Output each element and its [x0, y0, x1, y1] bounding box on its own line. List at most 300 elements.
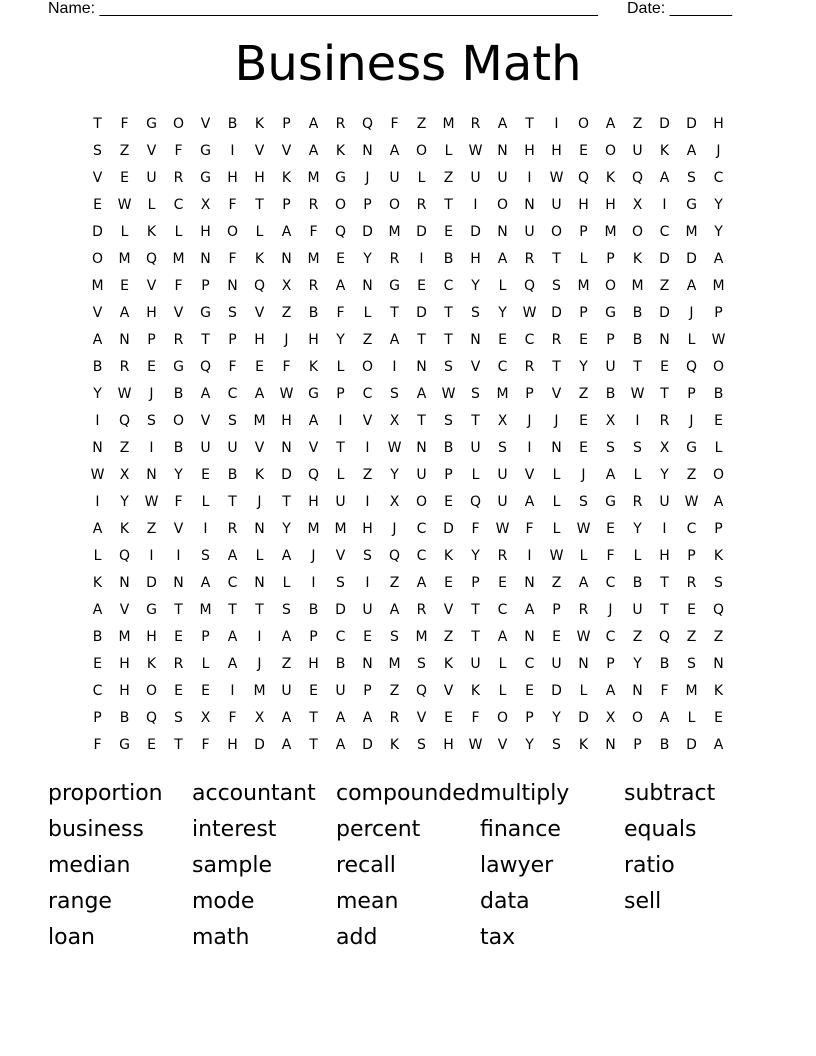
grid-letter: C [92, 683, 103, 699]
grid-letter: A [227, 629, 238, 645]
grid-letter: O [550, 224, 563, 240]
grid-letter: S [282, 602, 291, 618]
grid-letter: C [524, 656, 535, 672]
grid-letter: H [470, 251, 481, 267]
grid-letter: Y [552, 710, 561, 726]
grid-letter: L [498, 683, 507, 699]
grid-letter: R [227, 521, 238, 537]
grid-letter: P [228, 332, 237, 348]
grid-letter: W [684, 494, 699, 510]
grid-letter: E [444, 575, 453, 591]
grid-letter: S [552, 737, 561, 753]
grid-letter: Q [199, 359, 212, 375]
grid-letter: U [416, 467, 427, 483]
grid-letter: D [578, 710, 589, 726]
grid-letter: K [713, 548, 724, 564]
grid-letter: W [549, 548, 564, 564]
grid-letter: S [417, 737, 426, 753]
grid-letter: Z [119, 440, 130, 456]
grid-letter: A [308, 116, 319, 132]
grid-letter: Q [712, 602, 725, 618]
grid-letter: L [714, 440, 723, 456]
grid-letter: Y [336, 332, 345, 348]
grid-letter: L [471, 467, 480, 483]
grid-letter: U [470, 440, 481, 456]
grid-letter: T [525, 116, 534, 132]
grid-letter: W [522, 305, 537, 321]
grid-letter: Z [659, 278, 670, 294]
grid-letter: A [200, 575, 211, 591]
grid-letter: I [230, 683, 235, 699]
grid-letter: W [576, 521, 591, 537]
grid-letter: R [119, 359, 130, 375]
grid-letter: F [120, 116, 129, 132]
grid-letter: M [685, 224, 698, 240]
grid-letter: N [173, 575, 184, 591]
grid-letter: F [174, 278, 183, 294]
grid-letter: A [281, 548, 292, 564]
grid-letter: A [497, 629, 508, 645]
grid-letter: I [635, 413, 640, 429]
grid-letter: J [311, 548, 316, 564]
grid-letter: G [308, 386, 319, 402]
grid-letter: V [335, 548, 346, 564]
grid-letter: G [200, 170, 211, 186]
grid-letter: X [632, 197, 643, 213]
grid-letter: T [201, 332, 210, 348]
grid-letter: O [604, 278, 617, 294]
word-list-item [624, 922, 768, 958]
grid-letter: A [254, 386, 265, 402]
grid-letter: O [415, 494, 428, 510]
grid-letter: Y [174, 467, 183, 483]
grid-letter: C [605, 575, 616, 591]
grid-letter: B [92, 629, 103, 645]
grid-letter: Z [686, 629, 697, 645]
grid-letter: A [389, 602, 400, 618]
word-list-item: add [336, 925, 378, 950]
grid-letter: T [471, 629, 480, 645]
word-list-item: percent [336, 817, 421, 842]
grid-letter: L [201, 656, 210, 672]
grid-letter: Y [471, 278, 480, 294]
grid-letter: N [416, 440, 427, 456]
grid-letter: H [227, 737, 238, 753]
grid-letter: W [117, 197, 132, 213]
grid-letter: H [281, 413, 292, 429]
grid-letter: T [444, 197, 453, 213]
grid-letter: R [524, 251, 535, 267]
grid-letter: K [443, 548, 454, 564]
grid-letter: V [416, 710, 427, 726]
grid-letter: D [416, 224, 427, 240]
grid-letter: V [200, 116, 211, 132]
grid-letter: T [660, 602, 669, 618]
grid-letter: U [632, 602, 643, 618]
grid-letter: I [338, 413, 343, 429]
word-list-item: math [192, 925, 250, 950]
grid-letter: P [282, 116, 291, 132]
grid-letter: Q [118, 548, 131, 564]
word-list-item: range [48, 889, 112, 914]
grid-letter: M [172, 251, 185, 267]
grid-letter: E [201, 467, 210, 483]
grid-letter: M [388, 656, 401, 672]
grid-letter: G [200, 305, 211, 321]
grid-letter: E [174, 683, 183, 699]
grid-letter: J [689, 413, 694, 429]
grid-letter: D [254, 737, 265, 753]
grid-letter: V [92, 170, 103, 186]
grid-letter: Y [498, 305, 507, 321]
grid-letter: M [307, 170, 320, 186]
grid-letter: M [307, 251, 320, 267]
grid-letter: E [147, 359, 156, 375]
grid-letter: D [659, 305, 670, 321]
grid-letter: P [552, 602, 561, 618]
grid-letter: I [392, 359, 397, 375]
grid-letter: N [497, 224, 508, 240]
grid-letter: O [631, 224, 644, 240]
grid-letter: L [201, 494, 210, 510]
grid-letter: M [577, 278, 590, 294]
grid-letter: V [470, 359, 481, 375]
grid-letter: N [362, 278, 373, 294]
grid-letter: Y [633, 656, 642, 672]
grid-letter: O [712, 359, 725, 375]
grid-letter: W [468, 737, 483, 753]
grid-letter: S [633, 440, 642, 456]
grid-letter: E [363, 629, 372, 645]
grid-letter: E [336, 251, 345, 267]
grid-letter: E [93, 656, 102, 672]
grid-letter: X [659, 440, 670, 456]
grid-letter: O [577, 116, 590, 132]
grid-letter: K [254, 467, 265, 483]
grid-letter: K [659, 143, 670, 159]
grid-letter: F [282, 359, 291, 375]
grid-letter: X [281, 278, 292, 294]
grid-letter: K [443, 656, 454, 672]
grid-letter: P [525, 386, 534, 402]
grid-letter: Z [281, 305, 292, 321]
word-list-item: accountant [192, 781, 316, 806]
grid-letter: I [149, 548, 154, 564]
grid-letter: N [524, 629, 535, 645]
grid-letter: U [281, 683, 292, 699]
word-list-item: mean [336, 889, 399, 914]
grid-letter: M [118, 629, 131, 645]
grid-letter: B [227, 467, 238, 483]
grid-letter: A [686, 143, 697, 159]
grid-letter: L [498, 278, 507, 294]
grid-letter: S [471, 386, 480, 402]
grid-letter: N [362, 143, 373, 159]
grid-letter: C [173, 197, 184, 213]
grid-letter: K [146, 224, 157, 240]
grid-letter: K [254, 116, 265, 132]
grid-letter: S [714, 575, 723, 591]
grid-letter: A [281, 629, 292, 645]
grid-letter: R [173, 332, 184, 348]
grid-letter: A [308, 413, 319, 429]
grid-letter: Z [119, 143, 130, 159]
grid-letter: T [255, 602, 264, 618]
grid-letter: T [552, 359, 561, 375]
grid-letter: B [605, 386, 616, 402]
grid-letter: J [149, 386, 154, 402]
grid-letter: N [605, 737, 616, 753]
grid-letter: G [389, 278, 400, 294]
grid-letter: T [552, 251, 561, 267]
grid-letter: L [552, 467, 561, 483]
grid-letter: O [388, 197, 401, 213]
grid-letter: U [200, 440, 211, 456]
grid-letter: W [90, 467, 105, 483]
grid-letter: G [200, 143, 211, 159]
grid-letter: F [93, 737, 102, 753]
grid-letter: P [579, 305, 588, 321]
grid-letter: M [91, 278, 104, 294]
grid-letter: N [227, 278, 238, 294]
grid-letter: Q [145, 251, 158, 267]
grid-letter: L [579, 683, 588, 699]
grid-letter: E [660, 359, 669, 375]
grid-letter: F [660, 683, 669, 699]
grid-letter: U [551, 656, 562, 672]
grid-letter: B [659, 656, 670, 672]
grid-letter: Z [389, 575, 400, 591]
grid-letter: P [579, 224, 588, 240]
grid-letter: B [632, 575, 643, 591]
grid-letter: X [389, 494, 400, 510]
grid-letter: A [92, 332, 103, 348]
grid-letter: H [146, 629, 157, 645]
grid-letter: S [471, 305, 480, 321]
grid-letter: L [363, 305, 372, 321]
grid-letter: R [470, 116, 481, 132]
grid-letter: B [632, 332, 643, 348]
grid-letter: L [633, 548, 642, 564]
grid-letter: R [686, 575, 697, 591]
grid-letter: B [173, 386, 184, 402]
grid-letter: K [92, 575, 103, 591]
grid-letter: U [227, 440, 238, 456]
grid-letter: S [390, 629, 399, 645]
grid-letter: N [416, 359, 427, 375]
grid-letter: B [443, 440, 454, 456]
grid-letter: R [308, 278, 319, 294]
grid-letter: N [659, 332, 670, 348]
word-list-item: multiply [480, 781, 570, 806]
grid-letter: Z [281, 656, 292, 672]
grid-letter: R [578, 602, 589, 618]
grid-letter: Z [362, 332, 373, 348]
grid-letter: O [631, 710, 644, 726]
grid-letter: J [554, 413, 559, 429]
grid-letter: J [716, 143, 721, 159]
grid-letter: X [119, 467, 130, 483]
grid-letter: T [660, 575, 669, 591]
grid-letter: I [203, 521, 208, 537]
grid-letter: U [389, 170, 400, 186]
grid-letter: U [632, 143, 643, 159]
grid-letter: P [93, 710, 102, 726]
grid-letter: X [389, 413, 400, 429]
grid-letter: C [416, 548, 427, 564]
grid-letter: A [281, 737, 292, 753]
grid-letter: L [552, 521, 561, 537]
grid-letter: T [471, 602, 480, 618]
grid-letter: E [309, 683, 318, 699]
grid-letter: R [389, 710, 400, 726]
grid-letter: J [581, 467, 586, 483]
grid-letter: A [92, 521, 103, 537]
grid-letter: T [309, 710, 318, 726]
grid-letter: K [713, 683, 724, 699]
grid-letter: R [524, 359, 535, 375]
grid-letter: A [605, 116, 616, 132]
grid-letter: Y [714, 224, 723, 240]
grid-letter: E [444, 224, 453, 240]
grid-letter: H [308, 494, 319, 510]
grid-letter: Y [120, 494, 129, 510]
grid-letter: P [444, 467, 453, 483]
grid-letter: L [579, 548, 588, 564]
grid-letter: R [308, 197, 319, 213]
grid-letter: H [713, 116, 724, 132]
grid-letter: V [524, 467, 535, 483]
grid-letter: Y [282, 521, 291, 537]
grid-letter: V [173, 305, 184, 321]
grid-letter: J [365, 170, 370, 186]
grid-letter: H [551, 143, 562, 159]
date-field[interactable]: Date: _______ [627, 0, 732, 17]
grid-letter: B [308, 602, 319, 618]
grid-letter: J [527, 413, 532, 429]
grid-letter: B [335, 656, 346, 672]
word-list-item: compounded [336, 781, 480, 806]
grid-letter: I [419, 251, 424, 267]
grid-letter: V [119, 602, 130, 618]
grid-letter: K [146, 656, 157, 672]
grid-letter: A [713, 251, 724, 267]
grid-letter: J [608, 602, 613, 618]
grid-letter: M [253, 683, 266, 699]
name-field[interactable]: Name: ________________________________________________________ [48, 0, 598, 17]
grid-letter: Y [714, 197, 723, 213]
grid-letter: I [473, 197, 478, 213]
grid-letter: I [95, 413, 100, 429]
grid-letter: B [92, 359, 103, 375]
grid-letter: R [416, 602, 427, 618]
grid-letter: L [147, 197, 156, 213]
grid-letter: E [687, 602, 696, 618]
grid-letter: A [605, 683, 616, 699]
grid-letter: A [578, 575, 589, 591]
word-list-item: data [480, 889, 530, 914]
grid-letter: L [93, 548, 102, 564]
grid-letter: E [579, 332, 588, 348]
grid-letter: W [117, 386, 132, 402]
grid-letter: T [444, 305, 453, 321]
grid-letter: S [579, 494, 588, 510]
grid-letter: U [605, 359, 616, 375]
grid-letter: A [227, 656, 238, 672]
grid-letter: X [200, 197, 211, 213]
grid-letter: S [147, 413, 156, 429]
grid-letter: M [307, 521, 320, 537]
grid-letter: S [444, 359, 453, 375]
grid-letter: D [416, 305, 427, 321]
word-list-item: subtract [624, 781, 716, 806]
grid-letter: I [527, 170, 532, 186]
grid-letter: N [470, 332, 481, 348]
grid-letter: Z [632, 629, 643, 645]
grid-letter: S [606, 440, 615, 456]
grid-letter: I [662, 197, 667, 213]
letter-grid [84, 111, 732, 759]
grid-letter: R [632, 494, 643, 510]
grid-letter: A [335, 278, 346, 294]
grid-letter: O [361, 359, 374, 375]
grid-letter: U [146, 170, 157, 186]
grid-letter: P [363, 683, 372, 699]
grid-letter: P [606, 251, 615, 267]
grid-letter: U [497, 494, 508, 510]
grid-letter: Y [579, 359, 588, 375]
grid-letter: Y [660, 467, 669, 483]
grid-letter: G [605, 305, 616, 321]
grid-letter: E [120, 278, 129, 294]
grid-letter: P [606, 656, 615, 672]
grid-letter: D [362, 224, 373, 240]
grid-letter: W [711, 332, 726, 348]
grid-letter: S [417, 656, 426, 672]
grid-letter: I [365, 440, 370, 456]
grid-letter: A [686, 278, 697, 294]
grid-letter: C [443, 278, 454, 294]
grid-letter: N [254, 575, 265, 591]
grid-letter: S [174, 710, 183, 726]
grid-letter: T [228, 494, 237, 510]
grid-letter: H [146, 305, 157, 321]
grid-letter: M [685, 683, 698, 699]
grid-letter: B [119, 710, 130, 726]
grid-letter: S [228, 305, 237, 321]
word-list-item: tax [480, 925, 516, 950]
grid-letter: A [659, 710, 670, 726]
grid-letter: Y [633, 521, 642, 537]
grid-letter: I [149, 440, 154, 456]
word-list-item: business [48, 817, 144, 842]
grid-letter: W [468, 143, 483, 159]
grid-letter: R [659, 413, 670, 429]
grid-letter: Y [525, 737, 534, 753]
grid-letter: Z [362, 467, 373, 483]
grid-letter: A [713, 737, 724, 753]
grid-letter: O [91, 251, 104, 267]
grid-letter: D [146, 575, 157, 591]
word-list-item: loan [48, 925, 95, 950]
grid-letter: F [201, 737, 210, 753]
grid-letter: F [390, 116, 399, 132]
grid-letter: F [174, 494, 183, 510]
grid-letter: E [579, 413, 588, 429]
grid-letter: A [308, 143, 319, 159]
grid-letter: D [686, 116, 697, 132]
grid-letter: E [714, 710, 723, 726]
